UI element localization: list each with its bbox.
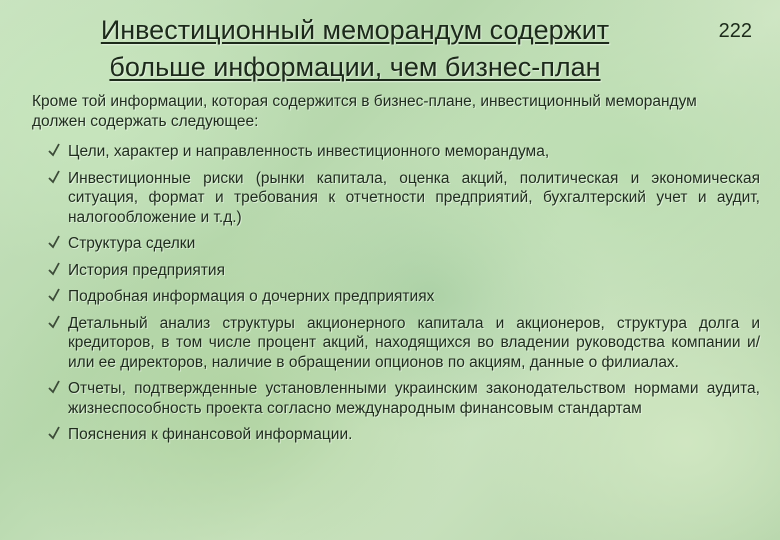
intro-paragraph: Кроме той информации, которая содержится в бизнес-плане, инвестиционный меморандум должен содержать следующее: <box>32 93 697 130</box>
list-item <box>46 261 760 281</box>
bullet-list <box>46 142 760 452</box>
list-item-text: Пояснения к финансовой информации. <box>68 426 353 443</box>
checkmark-icon <box>48 288 60 302</box>
checkmark-icon <box>48 315 60 329</box>
list-item-text: Цели, характер и направленность инвестиционного меморандума, <box>68 143 550 160</box>
list-item <box>46 287 760 307</box>
slide-title-line-1: Инвестиционный меморандум содержит <box>100 15 610 45</box>
list-item-text: Инвестиционные риски (рынки капитала, оценка акций, политическая и экономическая ситуация, формат и требования к отчетности предприятий, бухгалтерский учет и аудит, налогообложение и т.д.) <box>68 169 760 226</box>
slide-title-line-2: больше информации, чем бизнес-план <box>109 52 601 82</box>
list-item <box>46 142 760 162</box>
slide-title <box>70 12 640 86</box>
list-item-text: Отчеты, подтвержденные установленными украинским законодательством нормами аудита, жизнеспособность проекта согласно международным финансовым стандартам <box>68 380 760 417</box>
list-item-text: Подробная информация о дочерних предприятиях <box>68 288 435 305</box>
list-item <box>46 425 760 445</box>
slide-number: 222 <box>718 20 752 42</box>
list-item <box>46 379 760 418</box>
list-item-text: Структура сделки <box>68 235 196 252</box>
checkmark-icon <box>48 380 60 394</box>
list-item-text: Детальный анализ структуры акционерного капитала и акционеров, структура долга и кредиторов, в том числе процент акций, находящихся во владении руководства компании и/или ее директоров, наличие в обращении опционов по акциям, данные о филиалах. <box>68 314 760 371</box>
list-item <box>46 169 760 228</box>
list-item <box>46 314 760 373</box>
checkmark-icon <box>48 262 60 276</box>
list-item <box>46 234 760 254</box>
checkmark-icon <box>48 235 60 249</box>
checkmark-icon <box>48 143 60 157</box>
checkmark-icon <box>48 426 60 440</box>
checkmark-icon <box>48 170 60 184</box>
list-item-text: История предприятия <box>68 261 225 279</box>
